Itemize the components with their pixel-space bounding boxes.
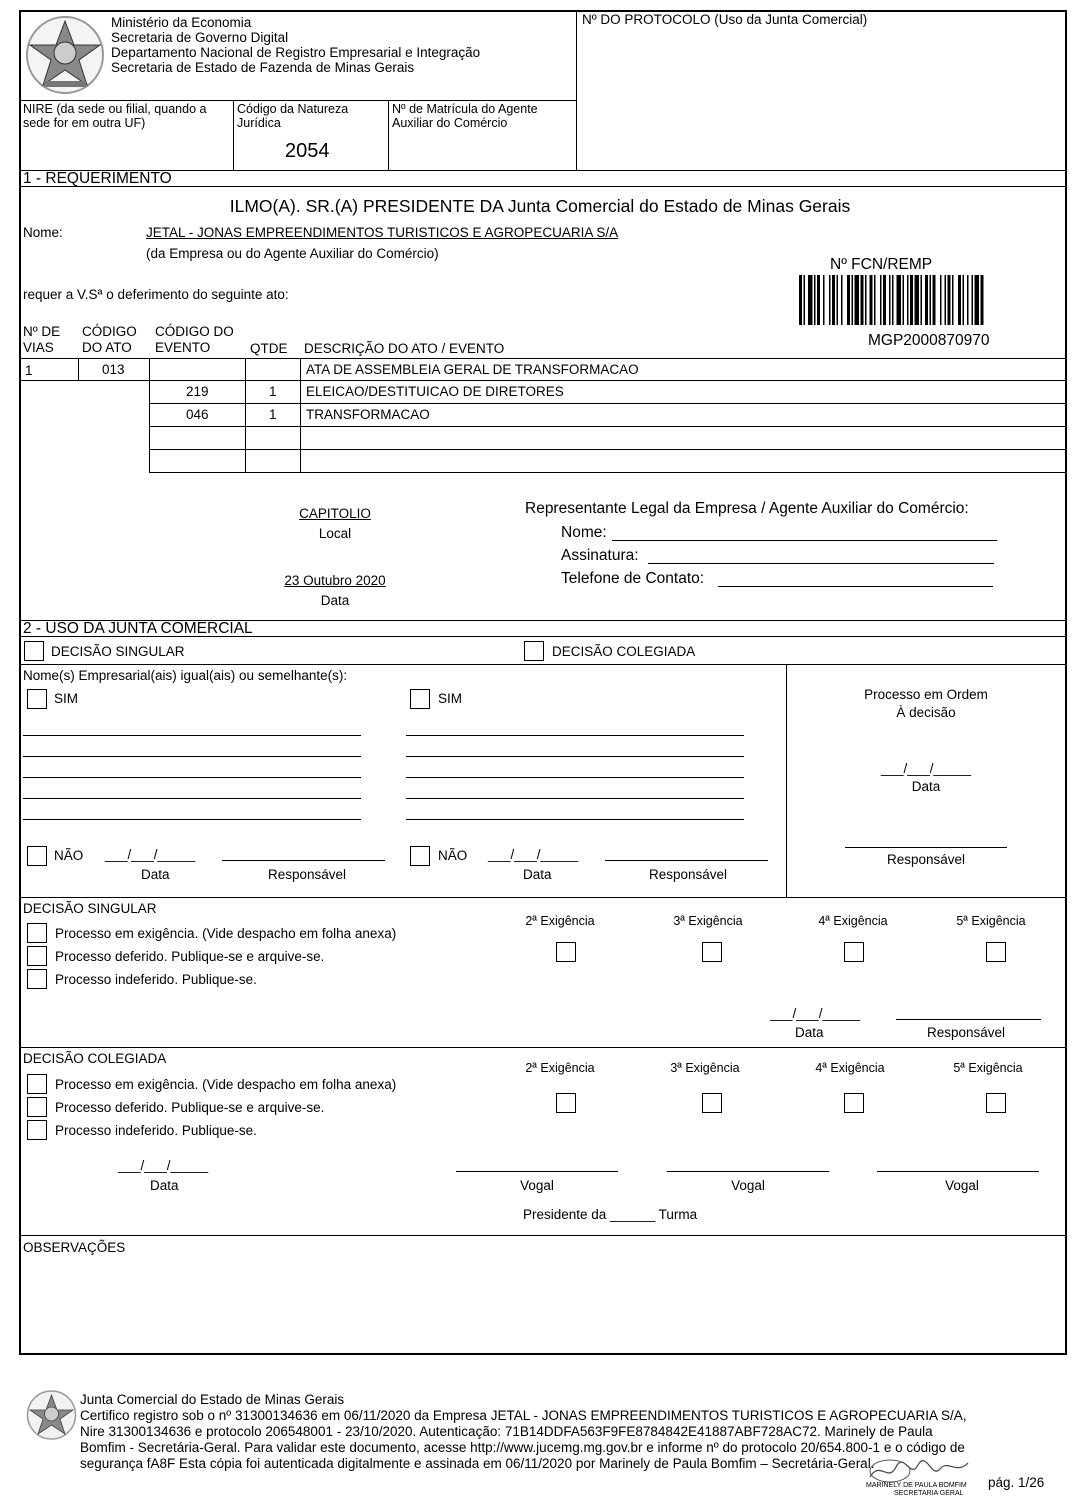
data-label-1: Data bbox=[141, 867, 170, 882]
barcode-bar bbox=[799, 275, 802, 325]
rep-assinatura-label: Assinatura: bbox=[561, 547, 639, 564]
nire-label: NIRE (da sede ou filial, quando a sede for em outra UF) bbox=[23, 102, 207, 131]
barcode-bar bbox=[841, 275, 843, 325]
ds-exig-4-checkbox[interactable] bbox=[844, 942, 864, 962]
matricula-label: Nº de Matrícula do Agente Auxiliar do Comércio bbox=[392, 102, 538, 131]
row2-qtde: 1 bbox=[269, 384, 277, 399]
barcode-bar bbox=[829, 275, 831, 325]
vogal-label-3: Vogal bbox=[945, 1178, 979, 1193]
nome-label: Nome: bbox=[23, 225, 63, 240]
ds-exig-3-checkbox[interactable] bbox=[702, 942, 722, 962]
ds-option-2-label: Processo deferido. Publique-se e arquive-se. bbox=[55, 949, 325, 964]
row2-evento: 219 bbox=[186, 384, 209, 399]
rep-telefone-label: Telefone de Contato: bbox=[561, 570, 705, 587]
page-number: pág. 1/26 bbox=[988, 1475, 1045, 1490]
signature-caption-2: SECRETARIA GERAL bbox=[894, 1490, 964, 1497]
dc-exig-3-label: 3ª Exigência bbox=[670, 1061, 740, 1075]
barcode-bar bbox=[963, 275, 965, 325]
nao-label-2: NÃO bbox=[438, 848, 468, 863]
presidente-turma: Presidente da ______ Turma bbox=[523, 1207, 698, 1222]
barcode-bar bbox=[804, 275, 806, 325]
observacoes-title: OBSERVAÇÕES bbox=[23, 1240, 126, 1255]
footer-title: Junta Comercial do Estado de Minas Gerais bbox=[80, 1392, 345, 1407]
barcode-bar bbox=[940, 275, 942, 325]
ds-date-blank: ___/___/_____ bbox=[770, 1006, 861, 1021]
barcode-bar bbox=[874, 275, 876, 325]
footer-line-2: Nire 31300134636 e protocolo 206548001 - 23/10/2020. Autenticação: 71B14DDFA563F9FE8784842E41887ABF728AC72. Marinely de Paula bbox=[80, 1424, 933, 1439]
decisao-singular-checkbox[interactable] bbox=[24, 641, 44, 661]
nome-hint: (da Empresa ou do Agente Auxiliar do Comércio) bbox=[146, 246, 439, 261]
col-codigo-evento: CÓDIGO DO EVENTO bbox=[155, 324, 234, 355]
rep-telefone-line[interactable] bbox=[718, 586, 993, 587]
ds-responsavel-label: Responsável bbox=[927, 1025, 1006, 1040]
fcn-label: Nº FCN/REMP bbox=[830, 256, 933, 273]
barcode bbox=[797, 275, 1043, 325]
dc-exig-4-checkbox[interactable] bbox=[844, 1093, 864, 1113]
barcode-bar bbox=[952, 275, 954, 325]
barcode-bar bbox=[847, 275, 850, 325]
local-value: CAPITOLIO bbox=[299, 506, 371, 521]
company-name: JETAL - JONAS EMPREENDIMENTOS TURISTICOS E AGROPECUARIA S/A bbox=[146, 225, 619, 240]
barcode-bar bbox=[892, 275, 894, 325]
barcode-bar bbox=[975, 275, 980, 325]
barcode-bar bbox=[930, 275, 932, 325]
barcode-bar bbox=[903, 275, 905, 325]
barcode-bar bbox=[855, 275, 860, 325]
barcode-bar bbox=[972, 275, 974, 325]
sim-checkbox-1[interactable] bbox=[27, 689, 47, 709]
barcode-bar bbox=[958, 275, 961, 325]
barcode-bar bbox=[907, 275, 909, 325]
ds-option-1-checkbox[interactable] bbox=[27, 923, 47, 943]
org-line-4: Secretaria de Estado de Fazenda de Minas Gerais bbox=[111, 60, 415, 75]
dc-title: DECISÃO COLEGIADA bbox=[23, 1051, 167, 1066]
col-codigo-ato: CÓDIGO DO ATO bbox=[82, 324, 137, 355]
data-value: 23 Outubro 2020 bbox=[284, 573, 386, 588]
dc-option-2-checkbox[interactable] bbox=[27, 1097, 47, 1117]
barcode-bar bbox=[837, 275, 839, 325]
barcode-bar bbox=[814, 275, 816, 325]
ds-exig-2-checkbox[interactable] bbox=[556, 942, 576, 962]
barcode-bar bbox=[861, 275, 864, 325]
responsavel-label-1: Responsável bbox=[268, 867, 347, 882]
dc-option-2-label: Processo deferido. Publique-se e arquive-se. bbox=[55, 1100, 325, 1115]
footer-line-3: Bomfim - Secretária-Geral. Para validar este documento, acesse http://www.jucemg.mg.gov.br e informe nº do protocolo 20/654.800-1 e o código de bbox=[80, 1440, 965, 1455]
footer-line-4: segurança fA8F Esta cópia foi autenticada digitalmente e assinada em 06/11/2020 por Marinely de Paula Bomfim – Secretária-Geral. bbox=[80, 1456, 875, 1471]
org-line-3: Departamento Nacional de Registro Empresarial e Integração bbox=[111, 45, 481, 60]
responsavel-label-ordem: Responsável bbox=[886, 852, 966, 867]
dc-exig-4-label: 4ª Exigência bbox=[815, 1061, 885, 1075]
processo-ordem-line-1: Processo em Ordem bbox=[864, 687, 988, 702]
nomes-label: Nome(s) Empresarial(ais) igual(ais) ou semelhante(s): bbox=[23, 668, 348, 683]
requerimento-title: ILMO(A). SR.(A) PRESIDENTE DA Junta Comercial do Estado de Minas Gerais bbox=[229, 196, 851, 216]
barcode-bar bbox=[915, 275, 920, 325]
responsavel-label-2: Responsável bbox=[649, 867, 728, 882]
barcode-bar bbox=[897, 275, 902, 325]
local-label: Local bbox=[318, 526, 352, 541]
row3-evento: 046 bbox=[186, 407, 209, 422]
barcode-bar bbox=[880, 275, 882, 325]
decisao-colegiada-checkbox[interactable] bbox=[524, 641, 544, 661]
org-line-2: Secretaria de Governo Digital bbox=[111, 30, 289, 45]
barcode-bar bbox=[883, 275, 886, 325]
section-requerimento: 1 - REQUERIMENTO bbox=[20, 170, 1066, 187]
row3-descricao: TRANSFORMACAO bbox=[306, 407, 430, 422]
barcode-bar bbox=[910, 275, 913, 325]
ds-exig-5-checkbox[interactable] bbox=[986, 942, 1006, 962]
row2-descricao: ELEICAO/DESTITUICAO DE DIRETORES bbox=[306, 384, 564, 399]
requer-text: requer a V.Sª o deferimento do seguinte ato: bbox=[23, 287, 289, 302]
barcode-bar bbox=[933, 275, 936, 325]
barcode-bar bbox=[981, 275, 984, 325]
processo-ordem-line-2: À decisão bbox=[896, 705, 956, 720]
date-blank-ordem: ___/___/_____ bbox=[880, 761, 972, 776]
nao-checkbox-2[interactable] bbox=[410, 846, 430, 866]
coat-of-arms bbox=[22, 13, 108, 97]
barcode-bar bbox=[948, 275, 951, 325]
date-blank-1: ___/___/_____ bbox=[105, 847, 196, 862]
ds-option-3-label: Processo indeferido. Publique-se. bbox=[55, 972, 257, 987]
footer-line-1: Certifico registro sob o nº 31300134636 em 06/11/2020 da Empresa JETAL - JONAS EMPREENDIMENTOS TURISTICOS E AGROPECUARIA S/A, bbox=[80, 1408, 967, 1423]
barcode-bar bbox=[817, 275, 820, 325]
barcode-bar bbox=[889, 275, 891, 325]
data-label: Data bbox=[320, 593, 350, 608]
decisao-colegiada-label: DECISÃO COLEGIADA bbox=[552, 644, 696, 659]
barcode-bar bbox=[832, 275, 835, 325]
ds-data-label: Data bbox=[795, 1025, 824, 1040]
nao-label-1: NÃO bbox=[54, 848, 84, 863]
sim-label-1: SIM bbox=[54, 691, 79, 706]
dc-option-1-label: Processo em exigência. (Vide despacho em folha anexa) bbox=[55, 1077, 397, 1092]
ds-title: DECISÃO SINGULAR bbox=[23, 901, 157, 916]
barcode-bar bbox=[921, 275, 923, 325]
dc-exig-5-label: 5ª Exigência bbox=[953, 1061, 1023, 1075]
fcn-code: MGP2000870970 bbox=[868, 332, 990, 349]
row1-vias: 1 bbox=[25, 363, 33, 378]
representante-title: Representante Legal da Empresa / Agente Auxiliar do Comércio: bbox=[525, 500, 969, 517]
col-vias: Nº DE VIAS bbox=[23, 324, 61, 355]
section-uso-junta: 2 - USO DA JUNTA COMERCIAL bbox=[20, 620, 1066, 637]
ds-exig-2-label: 2ª Exigência bbox=[525, 914, 595, 928]
sim-checkbox-2[interactable] bbox=[410, 689, 430, 709]
ds-exig-3-label: 3ª Exigência bbox=[673, 914, 743, 928]
rep-nome-line[interactable] bbox=[612, 540, 997, 541]
barcode-bar bbox=[808, 275, 813, 325]
data-label-2: Data bbox=[523, 867, 552, 882]
row1-descricao: ATA DE ASSEMBLEIA GERAL DE TRANSFORMACAO bbox=[306, 362, 639, 377]
decisao-singular-label: DECISÃO SINGULAR bbox=[51, 644, 185, 659]
vogal-label-1: Vogal bbox=[520, 1178, 554, 1193]
ds-exig-4-label: 4ª Exigência bbox=[818, 914, 888, 928]
ds-option-2-checkbox[interactable] bbox=[27, 946, 47, 966]
row3-qtde: 1 bbox=[269, 407, 277, 422]
dc-exig-3-checkbox[interactable] bbox=[702, 1093, 722, 1113]
barcode-bar bbox=[865, 275, 867, 325]
org-line-1: Ministério da Economia bbox=[111, 15, 252, 30]
barcode-bar bbox=[852, 275, 854, 325]
dc-exig-2-label: 2ª Exigência bbox=[525, 1061, 595, 1075]
protocolo-label: Nº DO PROTOCOLO (Uso da Junta Comercial) bbox=[582, 12, 868, 27]
codigo-natureza-label: Código da Natureza Jurídica bbox=[237, 102, 349, 131]
codigo-natureza-value: 2054 bbox=[285, 140, 330, 162]
ds-option-1-label: Processo em exigência. (Vide despacho em folha anexa) bbox=[55, 926, 397, 941]
barcode-bar bbox=[823, 275, 825, 325]
col-descricao: DESCRIÇÃO DO ATO / EVENTO bbox=[304, 341, 505, 356]
dc-date-blank: ___/___/_____ bbox=[118, 1158, 209, 1173]
rep-nome-label: Nome: bbox=[561, 524, 607, 541]
col-qtde: QTDE bbox=[250, 341, 288, 356]
date-blank-2: ___/___/_____ bbox=[488, 847, 579, 862]
dc-exig-5-checkbox[interactable] bbox=[986, 1093, 1006, 1113]
ds-exig-5-label: 5ª Exigência bbox=[956, 914, 1026, 928]
row1-ato: 013 bbox=[102, 362, 125, 377]
ds-option-3-checkbox[interactable] bbox=[27, 969, 47, 989]
dc-option-3-checkbox[interactable] bbox=[27, 1120, 47, 1140]
vogal-label-2: Vogal bbox=[731, 1178, 765, 1193]
sim-label-2: SIM bbox=[438, 691, 463, 706]
dc-option-1-checkbox[interactable] bbox=[27, 1074, 47, 1094]
dc-data-label: Data bbox=[150, 1178, 179, 1193]
nao-checkbox-1[interactable] bbox=[27, 846, 47, 866]
signature-caption-1: MARINELY DE PAULA BOMFIM bbox=[866, 1482, 967, 1489]
barcode-bar bbox=[945, 275, 947, 325]
barcode-bar bbox=[925, 275, 928, 325]
data-label-ordem: Data bbox=[911, 779, 941, 794]
dc-exig-2-checkbox[interactable] bbox=[556, 1093, 576, 1113]
rep-assinatura-line[interactable] bbox=[648, 563, 994, 564]
dc-option-3-label: Processo indeferido. Publique-se. bbox=[55, 1123, 257, 1138]
footer-seal bbox=[25, 1389, 78, 1441]
barcode-bar bbox=[967, 275, 969, 325]
barcode-bar bbox=[870, 275, 873, 325]
